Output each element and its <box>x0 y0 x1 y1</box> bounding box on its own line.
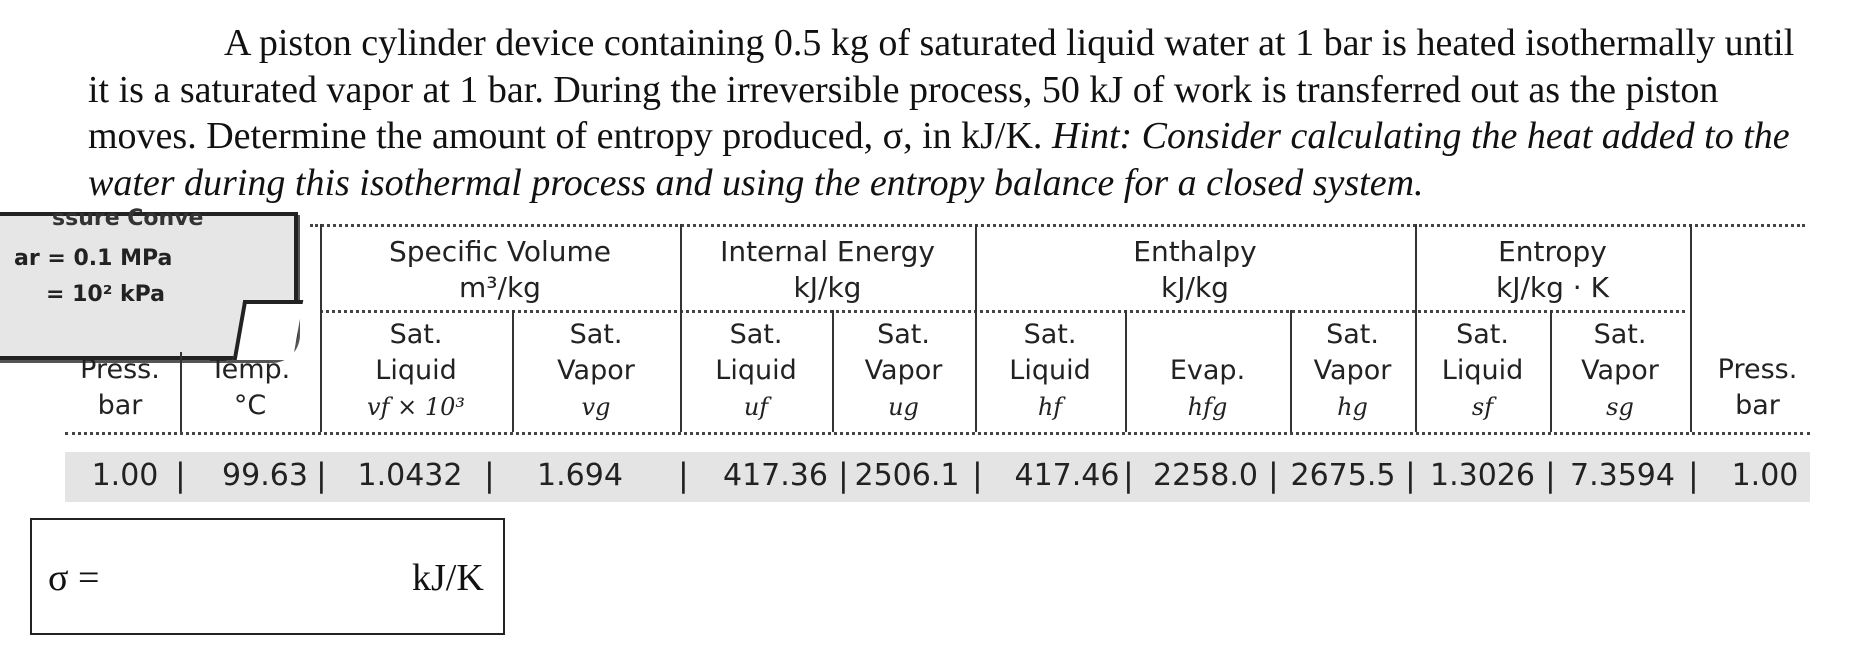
col-press: Press. bar <box>80 354 160 421</box>
col-temp: Temp. °C <box>209 354 291 421</box>
cell-ug: 2506.1 <box>854 458 960 493</box>
cell-vg: 1.694 <box>537 458 623 493</box>
col-sf: Sat. Liquid sf <box>1441 319 1524 421</box>
col-vg: Sat. Vapor vg <box>557 319 635 421</box>
conversion-line-kpa: = 10² kPa <box>46 282 166 307</box>
table-top-rule <box>310 224 1805 227</box>
problem-main-text: A piston cylinder device containing 0.5 kg of saturated liquid water at 1 bar is heated isothermally until it is a saturated vapor at 1 bar. During the irreversible process, 50 kJ of work is transferred out as the piston moves. Determine the amount of entropy produced, σ, in kJ/K. <box>88 22 1795 157</box>
group-specific-volume: Specific Volume m³/kg <box>388 235 612 304</box>
cell-hf: 417.46 <box>1014 458 1120 493</box>
col-uf: Sat. Liquid uf <box>715 319 797 421</box>
pressure-conversion-card <box>0 206 298 360</box>
cell-divider: | <box>1123 456 1134 494</box>
sigma-label: σ = <box>48 557 100 599</box>
cell-press: 1.00 <box>91 458 159 493</box>
col-rule <box>1690 224 1692 432</box>
group-enthalpy: Enthalpy kJ/kg <box>1133 235 1257 304</box>
cell-divider: | <box>1268 456 1279 494</box>
col-hf: Sat. Liquid hf <box>1009 319 1091 421</box>
group-header-rule <box>320 310 1685 313</box>
col-hfg: Evap. hfg <box>1169 355 1246 421</box>
cell-sg: 7.3594 <box>1570 458 1675 493</box>
cell-uf: 417.36 <box>723 458 828 493</box>
conversion-card-title: ssure Conve <box>52 206 204 231</box>
cell-divider: | <box>678 456 689 494</box>
page-curl-icon <box>233 300 304 360</box>
cell-divider: | <box>1405 456 1416 494</box>
group-entropy: Entropy kJ/kg · K <box>1496 235 1609 304</box>
col-ug: Sat. Vapor ug <box>864 319 943 421</box>
column-header-rule <box>65 432 1810 435</box>
cell-press-right: 1.00 <box>1731 458 1799 493</box>
steam-table-excerpt <box>0 206 1873 502</box>
cell-temp: 99.63 <box>222 458 308 493</box>
answer-box[interactable] <box>30 518 505 635</box>
col-sg: Sat. Vapor sg <box>1581 319 1659 421</box>
cell-hg: 2675.5 <box>1290 458 1396 493</box>
cell-divider: | <box>484 456 495 494</box>
cell-hfg: 2258.0 <box>1153 458 1258 493</box>
group-internal-energy: Internal Energy kJ/kg <box>720 235 935 304</box>
cell-divider: | <box>972 456 983 494</box>
problem-statement <box>88 20 1808 206</box>
cell-divider: | <box>316 456 327 494</box>
col-vf: Sat. Liquid vf × 10³ <box>367 319 465 421</box>
cell-divider: | <box>1688 456 1699 494</box>
answer-unit: kJ/K <box>412 557 484 599</box>
cell-sf: 1.3026 <box>1430 458 1535 493</box>
col-press-right: Press. bar <box>1717 354 1798 421</box>
conversion-line-mpa: ar = 0.1 MPa <box>14 246 173 271</box>
problem-hint-text: Hint: Consider calculating the heat added to the water during this isothermal process and using the entropy balance for a closed system. <box>88 115 1790 204</box>
cell-divider: | <box>175 456 186 494</box>
col-hg: Sat. Vapor hg <box>1313 319 1392 421</box>
cell-divider: | <box>1545 456 1556 494</box>
col-rule <box>180 352 182 432</box>
cell-divider: | <box>838 456 849 494</box>
cell-vf: 1.0432 <box>357 458 463 493</box>
